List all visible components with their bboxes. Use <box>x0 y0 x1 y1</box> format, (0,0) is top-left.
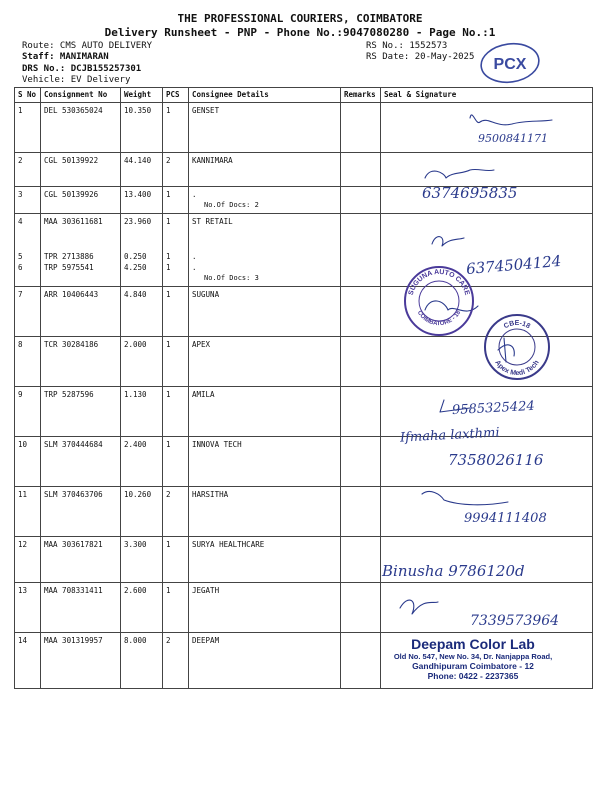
row-consignment: TPR 2713886 <box>44 252 94 261</box>
apex-stamp <box>482 312 552 382</box>
pcx-stamp <box>478 40 542 86</box>
row-sno: 1 <box>18 106 23 115</box>
handwritten-phone-6: 9994111408 <box>464 511 547 526</box>
handwritten-phone-2: 6374695835 <box>422 184 518 202</box>
runsheet-subtitle: Delivery Runsheet - PNP - Phone No.:9047080280 - Page No.:1 <box>104 26 496 39</box>
handwritten-name-7: Binusha 9786120d <box>382 562 525 580</box>
row-consignee: ST RETAIL <box>192 217 233 226</box>
row-sno: 5 <box>18 252 23 261</box>
row-pcs: 1 <box>166 190 171 199</box>
row-consignee: INNOVA TECH <box>192 440 242 449</box>
row-pcs: 2 <box>166 636 171 645</box>
row-consignment: TRP 5287596 <box>44 390 94 399</box>
row-consignee: KANNIMARA <box>192 156 233 165</box>
handwritten-phone-5: 7358026116 <box>448 451 544 469</box>
row-sno: 3 <box>18 190 23 199</box>
suguna-stamp-text: SUGUNA AUTO CARE <box>407 268 471 297</box>
table-row <box>15 214 593 287</box>
row-doc-count: No.Of Docs: 2 <box>204 201 259 209</box>
row-pcs: 1 <box>166 263 171 272</box>
row-consignment: TCR 30284186 <box>44 340 99 349</box>
row-consignment: ARR 10406443 <box>44 290 99 299</box>
row-consignee: GENSET <box>192 106 220 115</box>
row-consignment: SLM 370463706 <box>44 490 103 499</box>
row-remarks <box>341 487 381 537</box>
runsheet-table <box>14 87 593 689</box>
rs-date: RS Date: 20-May-2025 <box>366 52 475 62</box>
row-weight: 13.400 <box>124 190 152 199</box>
row-sno: 13 <box>18 586 28 595</box>
apex-stamp-text: Apex Medi Tech <box>493 359 541 378</box>
row-consignment: CGL 50139922 <box>44 156 99 165</box>
apex-stamp-top: CBE-18 <box>502 319 532 331</box>
col-header-consignment: Consignment No <box>41 88 121 103</box>
row-sno: 12 <box>18 540 28 549</box>
row-pcs: 1 <box>166 390 171 399</box>
row-weight: 2.400 <box>124 440 147 449</box>
row-pcs: 1 <box>166 340 171 349</box>
handwritten-phone-4: 9585325424 <box>451 398 536 419</box>
row-pcs: 1 <box>166 106 171 115</box>
row-consignee: . <box>192 190 197 199</box>
row-sno: 11 <box>18 490 28 499</box>
handwritten-phone-3: 6374504124 <box>465 251 563 279</box>
col-header-sno: S No <box>15 88 41 103</box>
row-remarks <box>341 583 381 633</box>
row-weight: 1.130 <box>124 390 147 399</box>
row-consignee: DEEPAM <box>192 636 220 645</box>
table-row <box>15 103 593 153</box>
row-pcs: 2 <box>166 156 171 165</box>
svg-text:SUGUNA AUTO CARE <box>408 269 471 296</box>
row-weight: 2.600 <box>124 586 147 595</box>
row-weight: 4.840 <box>124 290 147 299</box>
row-remarks <box>341 437 381 487</box>
row-signature <box>381 103 593 153</box>
row-consignment: SLM 370444684 <box>44 440 103 449</box>
row-pcs: 1 <box>166 440 171 449</box>
row-remarks <box>341 387 381 437</box>
row-weight: 2.000 <box>124 340 147 349</box>
row-weight: 23.960 <box>124 217 152 226</box>
row-consignment: TRP 5975541 <box>44 263 94 272</box>
row-weight: 10.260 <box>124 490 152 499</box>
row-weight: 8.000 <box>124 636 147 645</box>
col-header-consignee: Consignee Details <box>189 88 341 103</box>
route-label: Route: CMS AUTO DELIVERY <box>22 41 153 51</box>
row-sno: 14 <box>18 636 28 645</box>
deepam-stamp-phone: Phone: 0422 - 2237365 <box>427 671 519 681</box>
row-signature <box>381 153 593 187</box>
pcx-stamp-text: PCX <box>493 56 527 73</box>
row-weight: 4.250 <box>124 263 147 272</box>
col-header-pcs: PCS <box>163 88 189 103</box>
deepam-stamp <box>388 636 558 681</box>
deepam-stamp-name: Deepam Color Lab <box>411 636 535 652</box>
company-title: THE PROFESSIONAL COURIERS, COIMBATORE <box>177 12 423 25</box>
row-consignment: MAA 303617821 <box>44 540 103 549</box>
drs-number: DRS No.: DCJB155257301 <box>22 64 142 74</box>
row-consignee: . <box>192 252 197 261</box>
row-pcs: 1 <box>166 540 171 549</box>
col-header-weight: Weight <box>121 88 163 103</box>
row-sno: 4 <box>18 217 23 226</box>
row-weight: 0.250 <box>124 252 147 261</box>
suguna-stamp <box>402 264 476 338</box>
row-remarks <box>341 187 381 214</box>
row-remarks <box>341 103 381 153</box>
row-pcs: 2 <box>166 490 171 499</box>
handwritten-phone-8: 7339573964 <box>470 613 560 629</box>
row-sno: 7 <box>18 290 23 299</box>
row-pcs: 1 <box>166 252 171 261</box>
row-consignee: SUGUNA <box>192 290 220 299</box>
deepam-stamp-address: Old No. 547, New No. 34, Dr. Nanjappa Road, <box>393 652 553 661</box>
row-consignment: MAA 708331411 <box>44 586 103 595</box>
row-remarks <box>341 214 381 287</box>
row-remarks <box>341 633 381 689</box>
row-remarks <box>341 287 381 337</box>
row-weight: 44.140 <box>124 156 152 165</box>
row-consignment: MAA 303611681 <box>44 217 103 226</box>
col-header-remarks: Remarks <box>341 88 381 103</box>
deepam-stamp-city: Gandhipuram Coimbatore - 12 <box>412 661 534 671</box>
row-remarks <box>341 537 381 583</box>
row-sno: 10 <box>18 440 28 449</box>
rs-number: RS No.: 1552573 <box>366 41 448 51</box>
table-header-row <box>15 88 593 103</box>
row-pcs: 1 <box>166 586 171 595</box>
row-pcs: 1 <box>166 290 171 299</box>
row-weight: 3.300 <box>124 540 147 549</box>
row-sno: 2 <box>18 156 23 165</box>
row-consignee: SURYA HEALTHCARE <box>192 540 265 549</box>
row-remarks <box>341 337 381 387</box>
row-remarks <box>341 153 381 187</box>
row-sno: 6 <box>18 263 23 272</box>
row-consignee: HARSITHA <box>192 490 229 499</box>
row-sno: 9 <box>18 390 23 399</box>
row-sno: 8 <box>18 340 23 349</box>
staff-label: Staff: MANIMARAN <box>22 52 109 62</box>
suguna-stamp-bottom: COIMBATORE - 18 <box>415 309 463 328</box>
handwritten-name-5: Ifmaha laxthmi <box>399 425 500 446</box>
row-consignee: . <box>192 263 197 272</box>
table-row <box>15 153 593 187</box>
row-consignment: CGL 50139926 <box>44 190 99 199</box>
row-consignee: AMILA <box>192 390 215 399</box>
row-weight: 10.350 <box>124 106 152 115</box>
row-consignee: JEGATH <box>192 586 220 595</box>
vehicle-label: Vehicle: EV Delivery <box>22 75 131 85</box>
row-consignment: MAA 301319957 <box>44 636 103 645</box>
col-header-signature: Seal & Signature <box>381 88 593 103</box>
handwritten-phone-1: 9500841171 <box>478 132 548 145</box>
row-consignment: DEL 530365024 <box>44 106 103 115</box>
row-consignee: APEX <box>192 340 211 349</box>
row-doc-count: No.Of Docs: 3 <box>204 274 259 282</box>
row-pcs: 1 <box>166 217 171 226</box>
